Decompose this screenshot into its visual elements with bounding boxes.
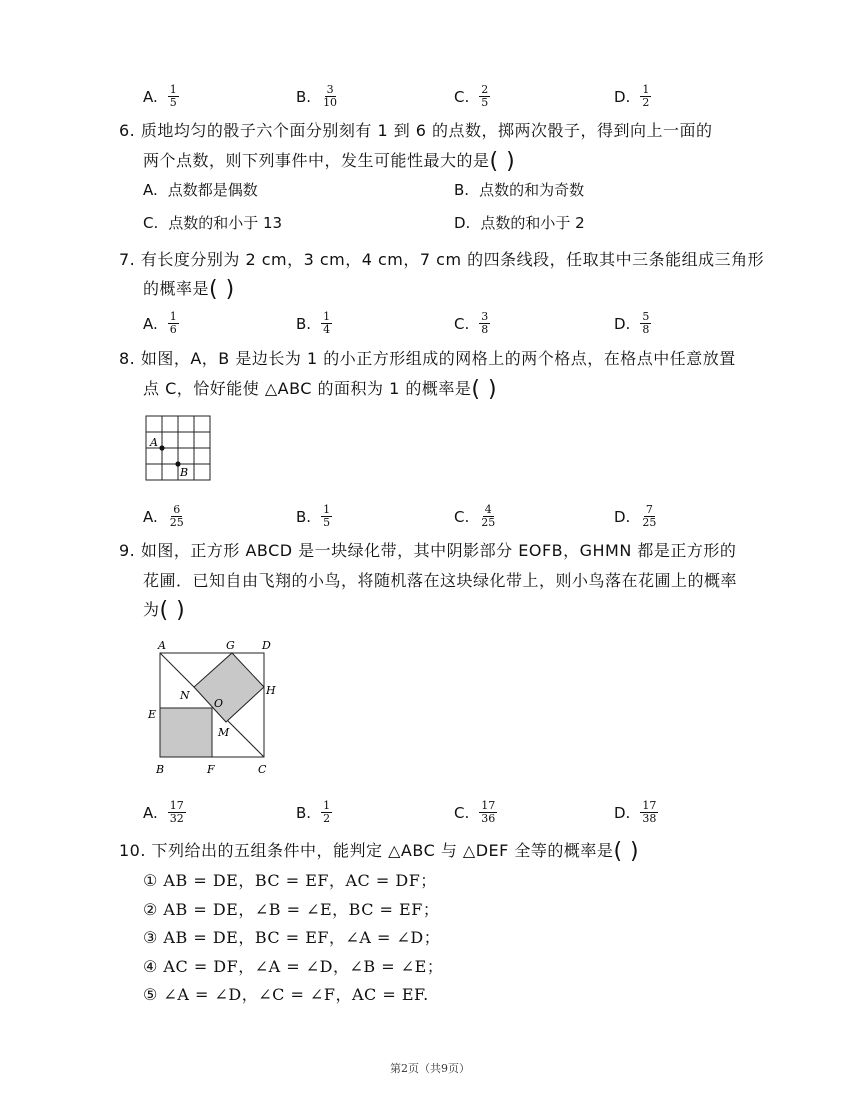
- fraction: $\frac{2}{5}$: [481, 83, 489, 109]
- answer-blank[interactable]: ( ): [159, 598, 186, 623]
- svg-text:E: E: [148, 708, 157, 721]
- q9-square-figure: [140, 636, 290, 782]
- q5-option-b[interactable]: B. $\frac{3}{10}$: [296, 83, 338, 109]
- label-b: B: [180, 466, 189, 479]
- fraction: $\frac{1}{4}$: [323, 310, 331, 336]
- fraction: $\frac{17}{38}$: [642, 799, 657, 825]
- q9-option-c[interactable]: C. $\frac{17}{36}$: [454, 799, 496, 825]
- q9-stem-line1: 9. 如图，正方形 ABCD 是一块绿化带，其中阴影部分 EOFB，GHMN 都是正方形的: [119, 541, 737, 560]
- fraction: $\frac{3}{10}$: [323, 83, 338, 109]
- q8-option-c[interactable]: C. $\frac{4}{25}$: [454, 503, 496, 529]
- page-footer: 第2页（共9页）: [390, 1062, 470, 1075]
- fraction: $\frac{1}{5}$: [169, 83, 177, 109]
- svg-text:O: O: [214, 697, 224, 710]
- fraction: $\frac{6}{25}$: [169, 503, 184, 529]
- q7-option-b[interactable]: B. $\frac{1}{4}$: [296, 310, 331, 336]
- answer-blank[interactable]: ( ): [209, 277, 235, 302]
- q9-option-a[interactable]: A. $\frac{17}{32}$: [143, 799, 184, 825]
- q5-option-d[interactable]: D. $\frac{1}{2}$: [614, 83, 650, 109]
- fraction: $\frac{3}{8}$: [481, 310, 489, 336]
- fraction: $\frac{7}{25}$: [642, 503, 657, 529]
- q5-option-c[interactable]: C. $\frac{2}{5}$: [454, 83, 489, 109]
- square-eofb: [160, 708, 212, 757]
- q10-condition-4: ④ AC = DF，∠A = ∠D，∠B = ∠E；: [143, 957, 444, 976]
- svg-text:B: B: [156, 763, 165, 776]
- q8-stem-line1: 8. 如图，A，B 是边长为 1 的小正方形组成的网格上的两个格点，在格点中任意放置: [119, 349, 736, 368]
- answer-blank[interactable]: ( ): [613, 839, 640, 864]
- answer-blank[interactable]: ( ): [489, 149, 516, 174]
- q6-stem-line1: 6. 质地均匀的骰子六个面分别刻有 1 到 6 的点数，掷两次骰子，得到向上一面的: [119, 121, 713, 140]
- fraction: $\frac{1}{2}$: [323, 799, 331, 825]
- q6-option-a[interactable]: A. 点数都是偶数: [143, 181, 258, 199]
- q6-option-b[interactable]: B. 点数的和为奇数: [454, 181, 585, 199]
- q7-option-c[interactable]: C. $\frac{3}{8}$: [454, 310, 489, 336]
- svg-text:F: F: [207, 763, 215, 776]
- q5-option-a[interactable]: A. $\frac{1}{5}$: [143, 83, 177, 109]
- q10-condition-1: ① AB = DE，BC = EF，AC = DF；: [143, 871, 437, 890]
- q6-stem-line2: 两个点数，则下列事件中，发生可能性最大的是( ): [143, 149, 516, 174]
- answer-blank[interactable]: ( ): [471, 377, 498, 402]
- q7-option-d[interactable]: D. $\frac{5}{8}$: [614, 310, 650, 336]
- q6-option-c[interactable]: C. 点数的和小于 13: [143, 214, 283, 232]
- q8-stem-line2: 点 C，恰好能使 △ABC 的面积为 1 的概率是( ): [143, 377, 498, 402]
- label-a: A: [150, 436, 158, 449]
- point-a: [159, 445, 164, 450]
- fraction: $\frac{4}{25}$: [481, 503, 496, 529]
- svg-text:G: G: [226, 639, 235, 652]
- q9-stem-line3: 为( ): [143, 598, 186, 623]
- svg-text:C: C: [258, 763, 267, 776]
- q7-option-a[interactable]: A. $\frac{1}{6}$: [143, 310, 177, 336]
- q10-stem: 10. 下列给出的五组条件中，能判定 △ABC 与 △DEF 全等的概率是( ): [119, 839, 640, 864]
- svg-text:N: N: [180, 689, 190, 702]
- q8-option-a[interactable]: A. $\frac{6}{25}$: [143, 503, 184, 529]
- q7-stem-line1: 7. 有长度分别为 2 cm，3 cm，4 cm，7 cm 的四条线段，任取其中三条能组成三角形: [119, 250, 765, 269]
- svg-text:M: M: [218, 726, 230, 739]
- q7-stem-line2: 的概率是( ): [143, 277, 235, 302]
- svg-text:D: D: [262, 639, 271, 652]
- fraction: $\frac{17}{36}$: [481, 799, 496, 825]
- q9-option-b[interactable]: B. $\frac{1}{2}$: [296, 799, 331, 825]
- q8-grid-figure: [140, 410, 220, 482]
- q10-condition-5: ⑤ ∠A = ∠D，∠C = ∠F，AC = EF.: [143, 985, 429, 1004]
- svg-text:A: A: [158, 639, 166, 652]
- fraction: $\frac{1}{2}$: [642, 83, 650, 109]
- q9-stem-line2: 花圃．已知自由飞翔的小鸟，将随机落在这块绿化带上，则小鸟落在花圃上的概率: [143, 571, 738, 590]
- q10-condition-2: ② AB = DE，∠B = ∠E，BC = EF；: [143, 900, 440, 919]
- q8-option-d[interactable]: D. $\frac{7}{25}$: [614, 503, 657, 529]
- fraction: $\frac{17}{32}$: [169, 799, 184, 825]
- q9-option-d[interactable]: D. $\frac{17}{38}$: [614, 799, 657, 825]
- fraction: $\frac{5}{8}$: [642, 310, 650, 336]
- fraction: $\frac{1}{6}$: [169, 310, 177, 336]
- q6-option-d[interactable]: D. 点数的和小于 2: [454, 214, 585, 232]
- q10-condition-3: ③ AB = DE，BC = EF，∠A = ∠D；: [143, 928, 441, 947]
- fraction: $\frac{1}{5}$: [323, 503, 331, 529]
- svg-text:H: H: [266, 684, 276, 697]
- q8-option-b[interactable]: B. $\frac{1}{5}$: [296, 503, 331, 529]
